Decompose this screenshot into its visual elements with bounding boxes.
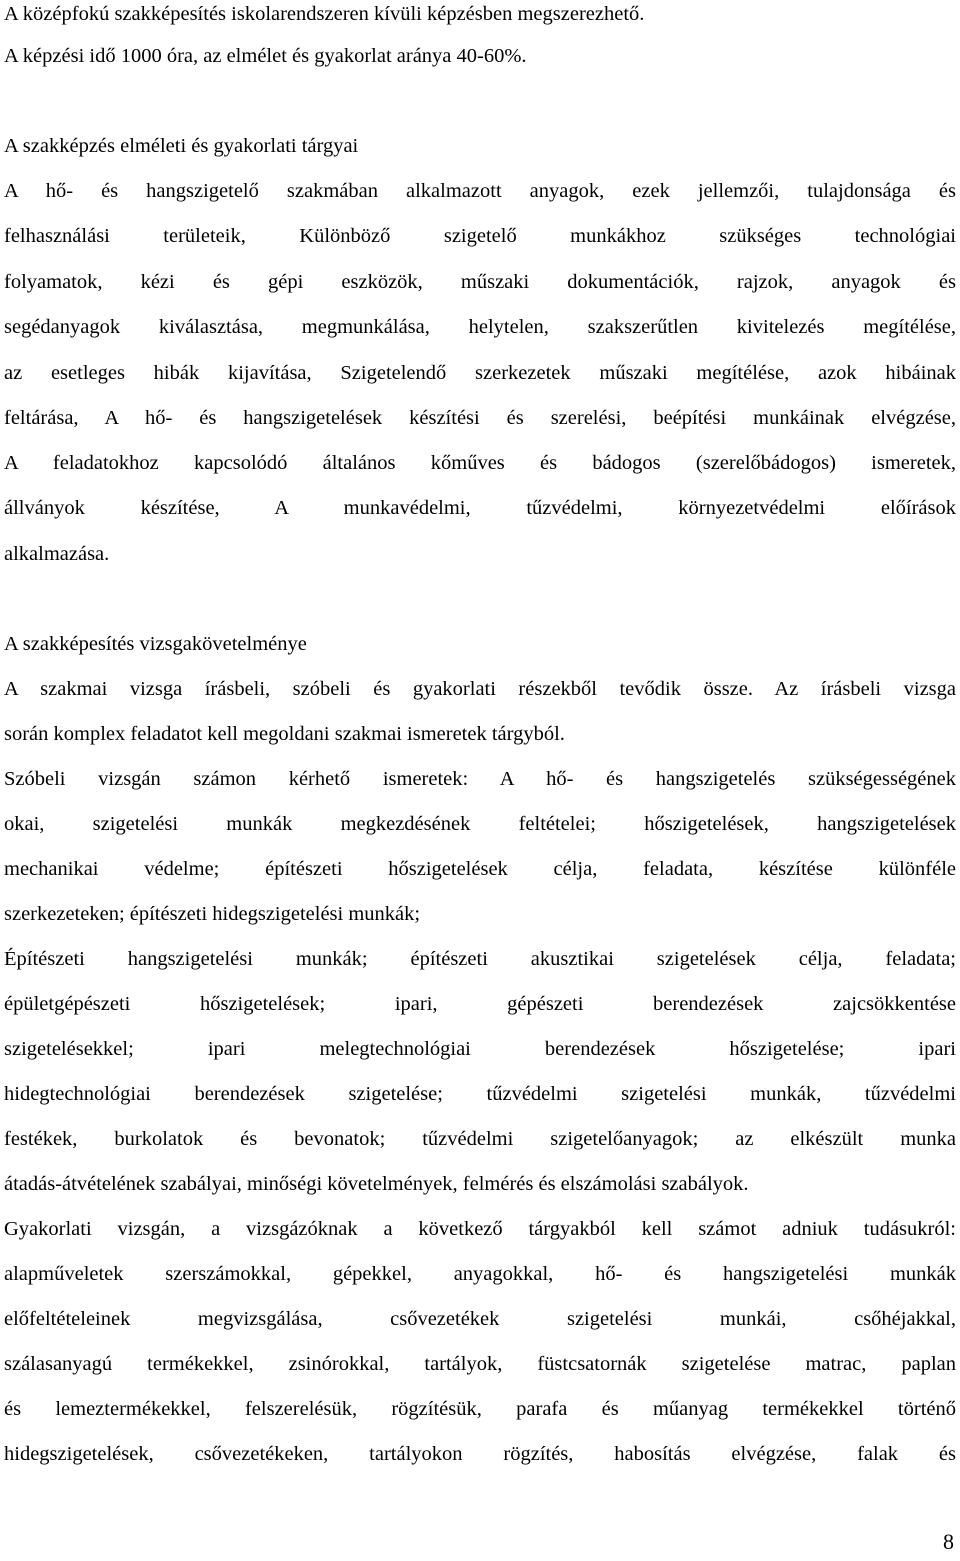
exam-line: során komplex feladatot kell megoldani szakmai ismeretek tárgyból. bbox=[4, 723, 565, 745]
subjects-line: A feladatokhoz kapcsolódó általános kőműves és bádogos (szerelőbádogos) ismeretek, bbox=[4, 452, 956, 474]
exam-line: festékek, burkolatok és bevonatok; tűzvédelmi szigetelőanyagok; az elkészült munka bbox=[4, 1128, 956, 1150]
subjects-line: feltárása, A hő- és hangszigetelések készítési és szerelési, beépítési munkáinak elvégzése, bbox=[4, 407, 956, 429]
subjects-line: alkalmazása. bbox=[4, 543, 110, 565]
exam-line: hidegtechnológiai berendezések szigetelése; tűzvédelmi szigetelési munkák, tűzvédelmi bbox=[4, 1083, 956, 1105]
section-heading-subjects: A szakképzés elméleti és gyakorlati tárgyai bbox=[4, 135, 359, 157]
exam-line: Építészeti hangszigetelési munkák; építészeti akusztikai szigetelések célja, feladata; bbox=[4, 948, 956, 970]
subjects-line: segédanyagok kiválasztása, megmunkálása, helytelen, szakszerűtlen kivitelezés megítélése, bbox=[4, 316, 956, 338]
subjects-line: A hő- és hangszigetelő szakmában alkalmazott anyagok, ezek jellemzői, tulajdonsága és bbox=[4, 180, 956, 202]
exam-line: előfeltételeinek megvizsgálása, csővezetékek szigetelési munkái, csőhéjakkal, bbox=[4, 1308, 956, 1330]
exam-line: Gyakorlati vizsgán, a vizsgázóknak a következő tárgyakból kell számot adniuk tudásukról: bbox=[4, 1218, 956, 1240]
exam-line: épületgépészeti hőszigetelések; ipari, gépészeti berendezések zajcsökkentése bbox=[4, 993, 956, 1015]
exam-line: okai, szigetelési munkák megkezdésének feltételei; hőszigetelések, hangszigetelések bbox=[4, 813, 956, 835]
exam-line: szerkezeteken; építészeti hidegszigetelési munkák; bbox=[4, 903, 421, 925]
exam-line: alapműveletek szerszámokkal, gépekkel, anyagokkal, hő- és hangszigetelési munkák bbox=[4, 1263, 956, 1285]
section-heading-exam: A szakképesítés vizsgakövetelménye bbox=[4, 633, 307, 655]
exam-line: átadás-átvételének szabályai, minőségi követelmények, felmérés és elszámolási szabályok. bbox=[4, 1173, 749, 1195]
exam-line: szálasanyagú termékekkel, zsinórokkal, tartályok, füstcsatornák szigetelése matrac, paplan bbox=[4, 1353, 956, 1375]
exam-line: hidegszigetelések, csővezetékeken, tartályokon rögzítés, habosítás elvégzése, falak és bbox=[4, 1443, 956, 1465]
subjects-line: az esetleges hibák kijavítása, Szigetelendő szerkezetek műszaki megítélése, azok hibáinak bbox=[4, 362, 956, 384]
subjects-line: felhasználási területeik, Különböző szigetelő munkákhoz szükséges technológiai bbox=[4, 225, 956, 247]
subjects-line: állványok készítése, A munkavédelmi, tűzvédelmi, környezetvédelmi előírások bbox=[4, 497, 956, 519]
exam-line: mechanikai védelme; építészeti hőszigetelések célja, feladata, készítése különféle bbox=[4, 858, 956, 880]
exam-line: A szakmai vizsga írásbeli, szóbeli és gyakorlati részekből tevődik össze. Az írásbeli vizsga bbox=[4, 678, 956, 700]
exam-line: és lemeztermékekkel, felszerelésük, rögzítésük, parafa és műanyag termékekkel történő bbox=[4, 1398, 956, 1420]
exam-line: szigetelésekkel; ipari melegtechnológiai berendezések hőszigetelése; ipari bbox=[4, 1038, 956, 1060]
intro-line-2: A képzési idő 1000 óra, az elmélet és gyakorlat aránya 40-60%. bbox=[4, 45, 527, 67]
subjects-line: folyamatok, kézi és gépi eszközök, műszaki dokumentációk, rajzok, anyagok és bbox=[4, 271, 956, 293]
intro-line-1: A középfokú szakképesítés iskolarendszeren kívüli képzésben megszerezhető. bbox=[4, 3, 645, 25]
exam-line: Szóbeli vizsgán számon kérhető ismeretek: A hő- és hangszigetelés szükségességének bbox=[4, 768, 956, 790]
page-number: 8 bbox=[943, 1529, 954, 1554]
